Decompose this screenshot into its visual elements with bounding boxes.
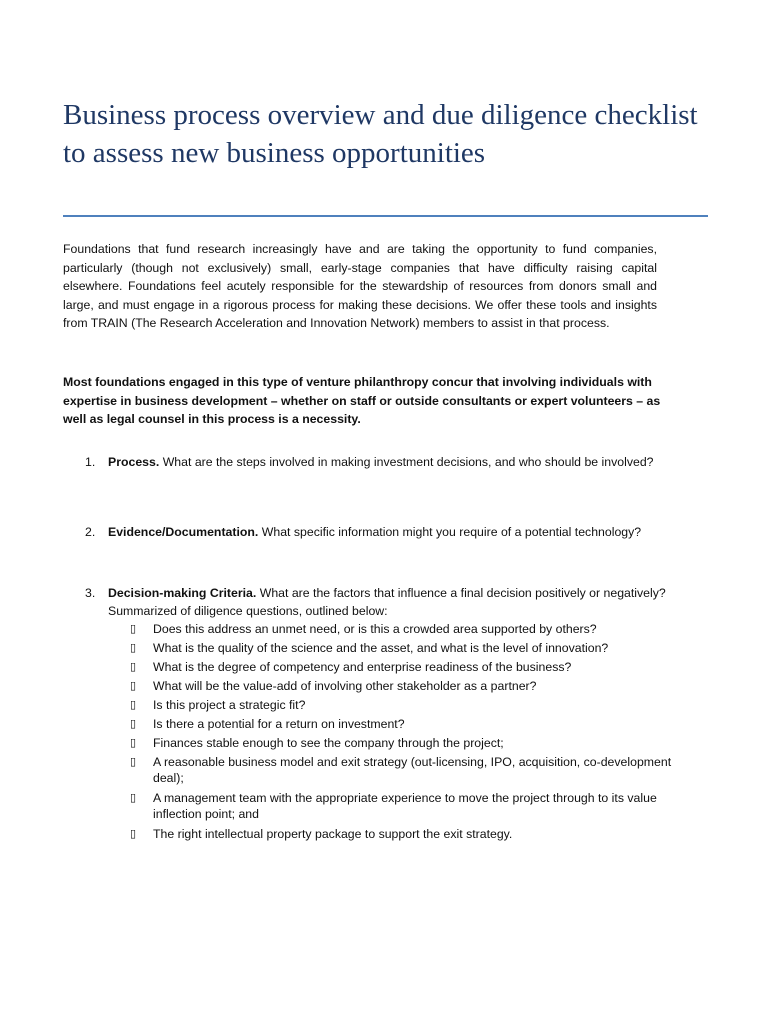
diligence-question-text: Does this address an unmet need, or is this a crowded area supported by others? xyxy=(153,622,597,636)
diligence-question-item xyxy=(130,659,690,675)
diligence-question-item xyxy=(130,826,690,842)
diligence-question-item xyxy=(130,754,690,786)
missing-glyph-icon: ▯ xyxy=(130,827,137,840)
list-item-decision-making-criteria xyxy=(85,585,673,620)
diligence-question-text: Is this project a strategic fit? xyxy=(153,698,306,712)
diligence-question-item xyxy=(130,678,690,694)
diligence-question-text: What is the quality of the science and the asset, and what is the level of innovation? xyxy=(153,641,609,655)
diligence-question-text: A management team with the appropriate experience to move the project through to its value inflection point; and xyxy=(153,791,657,821)
diligence-question-item xyxy=(130,621,690,637)
list-item-heading: Process. xyxy=(108,455,160,469)
diligence-questions-list xyxy=(130,621,690,845)
page-title: Business process overview and due diligence checklist to assess new business opportunities xyxy=(63,99,698,169)
missing-glyph-icon: ▯ xyxy=(130,698,137,711)
diligence-question-item xyxy=(130,697,690,713)
missing-glyph-icon: ▯ xyxy=(130,641,137,654)
title-underline-divider xyxy=(63,215,708,217)
missing-glyph-icon: ▯ xyxy=(130,717,137,730)
list-item-heading: Decision-making Criteria. xyxy=(108,586,257,600)
diligence-question-text: Finances stable enough to see the company through the project; xyxy=(153,736,504,750)
diligence-question-text: Is there a potential for a return on investment? xyxy=(153,717,405,731)
diligence-question-text: The right intellectual property package to support the exit strategy. xyxy=(153,827,513,841)
diligence-question-text: What will be the value-add of involving other stakeholder as a partner? xyxy=(153,679,537,693)
diligence-question-text: A reasonable business model and exit strategy (out-licensing, IPO, acquisition, co-development deal); xyxy=(153,755,672,785)
missing-glyph-icon: ▯ xyxy=(130,736,137,749)
diligence-question-item xyxy=(130,640,690,656)
diligence-question-item xyxy=(130,790,690,822)
list-item-evidence-documentation xyxy=(85,519,673,545)
list-item-number: 2. xyxy=(85,525,96,539)
list-item-number: 3. xyxy=(85,586,96,600)
missing-glyph-icon: ▯ xyxy=(130,622,137,635)
diligence-question-item xyxy=(130,735,690,751)
list-item-heading: Evidence/Documentation. xyxy=(108,525,259,539)
missing-glyph-icon: ▯ xyxy=(130,755,137,768)
diligence-question-text: What is the degree of competency and enterprise readiness of the business? xyxy=(153,660,572,674)
intro-paragraph: Foundations that fund research increasingly have and are taking the opportunity to fund companies, particularly (though not exclusively) small, early-stage companies that have difficulty raising capital elsewhere. Foundations feel acutely responsible for the stewardship of resources from donors small and large, and must engage in a rigorous process for making these decisions. We offer these tools and insights from TRAIN (The Research Acceleration and Innovation Network) members to assist in that process. xyxy=(63,242,657,330)
key-statement-paragraph: Most foundations engaged in this type of venture philanthropy concur that involving individuals with expertise in business development – whether on staff or outside consultants or expert volunteers – as well as legal counsel in this process is a necessity. xyxy=(63,375,661,426)
list-item-text: What are the factors that influence a final decision positively or negatively? Summarized of diligence questions, outlined below: xyxy=(108,586,666,618)
list-item-number: 1. xyxy=(85,455,96,469)
list-item-text: What specific information might you require of a potential technology? xyxy=(261,525,642,539)
missing-glyph-icon: ▯ xyxy=(130,791,137,804)
list-item-text: What are the steps involved in making investment decisions, and who should be involved? xyxy=(162,455,654,469)
missing-glyph-icon: ▯ xyxy=(130,660,137,673)
missing-glyph-icon: ▯ xyxy=(130,679,137,692)
list-item-process xyxy=(85,452,673,473)
diligence-question-item xyxy=(130,716,690,732)
